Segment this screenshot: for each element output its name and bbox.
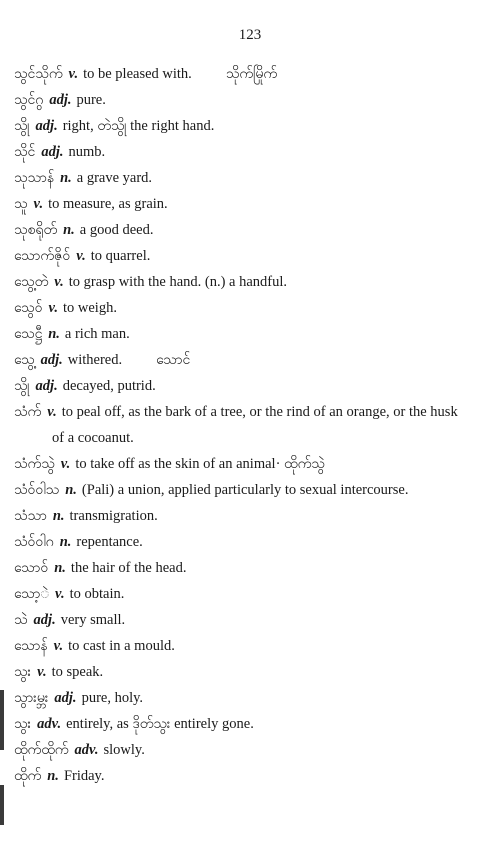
entry-headword: သံဝ်ဝါဂ bbox=[14, 534, 54, 550]
entry-headword: သိုင် bbox=[14, 144, 36, 160]
entry-headword: သံဝ်ဝါသ bbox=[14, 482, 60, 498]
dictionary-entry bbox=[14, 659, 464, 685]
entry-part-of-speech: n. bbox=[52, 508, 65, 524]
dictionary-entry bbox=[14, 737, 464, 763]
entry-headword: သွို bbox=[14, 378, 30, 394]
entry-headword: သေဋ္ဌီ bbox=[14, 326, 43, 342]
entry-part-of-speech: v. bbox=[68, 66, 79, 82]
dictionary-entry bbox=[14, 633, 464, 659]
entry-headword: ထိုက် bbox=[14, 768, 42, 784]
entry-part-of-speech: n. bbox=[63, 222, 75, 238]
entry-definition: right, bbox=[62, 118, 94, 134]
entry-definition: pure. bbox=[76, 92, 106, 108]
entry-headword: ထိုက်ထိုက် bbox=[14, 742, 69, 758]
dictionary-entry bbox=[14, 347, 464, 373]
entry-part-of-speech: v. bbox=[76, 248, 86, 264]
entry-part-of-speech: v. bbox=[33, 196, 44, 212]
entry-part-of-speech: v. bbox=[53, 638, 64, 654]
entry-definition: Friday. bbox=[63, 768, 105, 784]
entry-definition: to measure, as grain. bbox=[48, 196, 168, 212]
entry-part-of-speech: v. bbox=[48, 300, 58, 316]
entry-headword: သူ bbox=[14, 196, 28, 212]
entry-definition: (Pali) a union, applied particularly to sexual intercourse. bbox=[81, 482, 409, 498]
dictionary-entry bbox=[14, 607, 464, 633]
entry-part-of-speech: adj. bbox=[33, 612, 56, 628]
entry-definition: to weigh. bbox=[62, 300, 117, 316]
entry-part-of-speech: adj. bbox=[54, 690, 77, 706]
entry-part-of-speech: adj. bbox=[35, 378, 58, 394]
entry-definition: repentance. bbox=[76, 534, 143, 550]
entry-definition: to take off as the skin of an animal· bbox=[75, 456, 281, 472]
entry-definition: to cast in a mould. bbox=[68, 638, 175, 654]
entry-definition: to peal off, as the bark of a tree, or the rind of an orange, or the husk of a cocoanut. bbox=[52, 404, 458, 446]
dictionary-entry bbox=[14, 477, 464, 503]
dictionary-entry bbox=[14, 217, 464, 243]
page-number: 123 bbox=[238, 27, 262, 43]
entry-example-gloss: entirely gone. bbox=[174, 716, 254, 732]
entry-cross-reference: သိုက်မြိုက် bbox=[225, 66, 278, 82]
entry-headword: သောက်ဇိုဝ် bbox=[14, 248, 71, 264]
dictionary-entry bbox=[14, 581, 464, 607]
entry-example-word: တဲသွို bbox=[97, 118, 127, 134]
entry-headword: သွေ့တဲ bbox=[14, 274, 49, 290]
scan-edge-mark bbox=[0, 690, 4, 750]
entry-part-of-speech: adj. bbox=[49, 92, 72, 108]
entry-headword: သွး bbox=[14, 716, 32, 732]
dictionary-entry bbox=[14, 269, 464, 295]
dictionary-entry bbox=[14, 191, 464, 217]
entry-definition: to grasp with the hand. (n.) a handful. bbox=[68, 274, 288, 290]
dictionary-entry bbox=[14, 61, 464, 87]
entry-definition: a rich man. bbox=[64, 326, 130, 342]
entry-part-of-speech: n. bbox=[59, 534, 72, 550]
entry-headword: သံသာ bbox=[14, 508, 47, 524]
entry-definition: decayed, putrid. bbox=[62, 378, 156, 394]
entry-part-of-speech: adj. bbox=[35, 118, 58, 134]
entry-headword: သွေဝ် bbox=[14, 300, 43, 316]
dictionary-entry bbox=[14, 295, 464, 321]
dictionary-entry bbox=[14, 321, 464, 347]
entry-headword: သွားမ္ဘး bbox=[14, 690, 49, 706]
entry-definition: very small. bbox=[60, 612, 126, 628]
dictionary-entry bbox=[14, 711, 464, 737]
entry-headword: သုစရိုတ် bbox=[14, 222, 58, 238]
dictionary-entry bbox=[14, 243, 464, 269]
entry-part-of-speech: adv. bbox=[37, 716, 62, 732]
entry-definition: entirely, as bbox=[66, 716, 129, 732]
entry-definition: a grave yard. bbox=[76, 170, 153, 186]
entry-definition: withered. bbox=[67, 352, 123, 368]
entry-headword: သွင်သိုက် bbox=[14, 66, 63, 82]
dictionary-entry bbox=[14, 529, 464, 555]
entry-definition: to quarrel. bbox=[90, 248, 151, 264]
entry-headword: သွို bbox=[14, 118, 30, 134]
entry-headword: သဲ bbox=[14, 612, 28, 628]
entry-definition: the hair of the head. bbox=[70, 560, 187, 576]
dictionary-entry bbox=[14, 763, 464, 789]
entry-definition: to speak. bbox=[51, 664, 104, 680]
entry-definition: a good deed. bbox=[79, 222, 154, 238]
entry-headword: သံက် bbox=[14, 404, 42, 420]
entry-example-word: ဒိုတ်သွး bbox=[132, 716, 171, 732]
entry-definition: pure, holy. bbox=[81, 690, 144, 706]
entry-part-of-speech: adv. bbox=[74, 742, 99, 758]
dictionary-entry bbox=[14, 399, 464, 451]
dictionary-entry bbox=[14, 685, 464, 711]
dictionary-entry bbox=[14, 451, 464, 477]
dictionary-entry bbox=[14, 87, 464, 113]
dictionary-entries bbox=[14, 61, 464, 789]
entry-headword: သုသာန် bbox=[14, 170, 55, 186]
dictionary-entry bbox=[14, 113, 464, 139]
entry-part-of-speech: n. bbox=[48, 326, 60, 342]
entry-headword: သောဝ် bbox=[14, 560, 49, 576]
entry-part-of-speech: v. bbox=[47, 404, 57, 420]
entry-definition: to be pleased with. bbox=[83, 66, 192, 82]
entry-headword: သော့ဲ bbox=[14, 586, 50, 602]
entry-part-of-speech: n. bbox=[54, 560, 66, 576]
entry-example-gloss: the right hand. bbox=[130, 118, 215, 134]
scan-edge-mark bbox=[0, 785, 4, 825]
dictionary-entry bbox=[14, 165, 464, 191]
entry-definition: transmigration. bbox=[69, 508, 158, 524]
entry-headword: သံက်သွဲ bbox=[14, 456, 55, 472]
dictionary-entry bbox=[14, 373, 464, 399]
entry-part-of-speech: adj. bbox=[41, 144, 64, 160]
dictionary-entry bbox=[14, 503, 464, 529]
dictionary-entry bbox=[14, 555, 464, 581]
entry-part-of-speech: v. bbox=[54, 274, 64, 290]
entry-part-of-speech: adj. bbox=[40, 352, 63, 368]
dictionary-entry bbox=[14, 139, 464, 165]
entry-headword: သွင်ဂွ bbox=[14, 92, 44, 108]
entry-headword: သောန် bbox=[14, 638, 48, 654]
entry-part-of-speech: n. bbox=[60, 170, 72, 186]
entry-definition: slowly. bbox=[103, 742, 145, 758]
entry-part-of-speech: v. bbox=[55, 586, 65, 602]
entry-example-word: ထိုက်သွဲ bbox=[284, 456, 325, 472]
entry-cross-reference: သောင် bbox=[156, 352, 191, 368]
entry-headword: သွေ့ bbox=[14, 352, 35, 368]
entry-part-of-speech: n. bbox=[65, 482, 77, 498]
entry-part-of-speech: n. bbox=[47, 768, 59, 784]
entry-definition: numb. bbox=[68, 144, 106, 160]
entry-part-of-speech: v. bbox=[37, 664, 47, 680]
entry-part-of-speech: v. bbox=[60, 456, 71, 472]
entry-headword: သွး bbox=[14, 664, 32, 680]
entry-definition: to obtain. bbox=[69, 586, 125, 602]
